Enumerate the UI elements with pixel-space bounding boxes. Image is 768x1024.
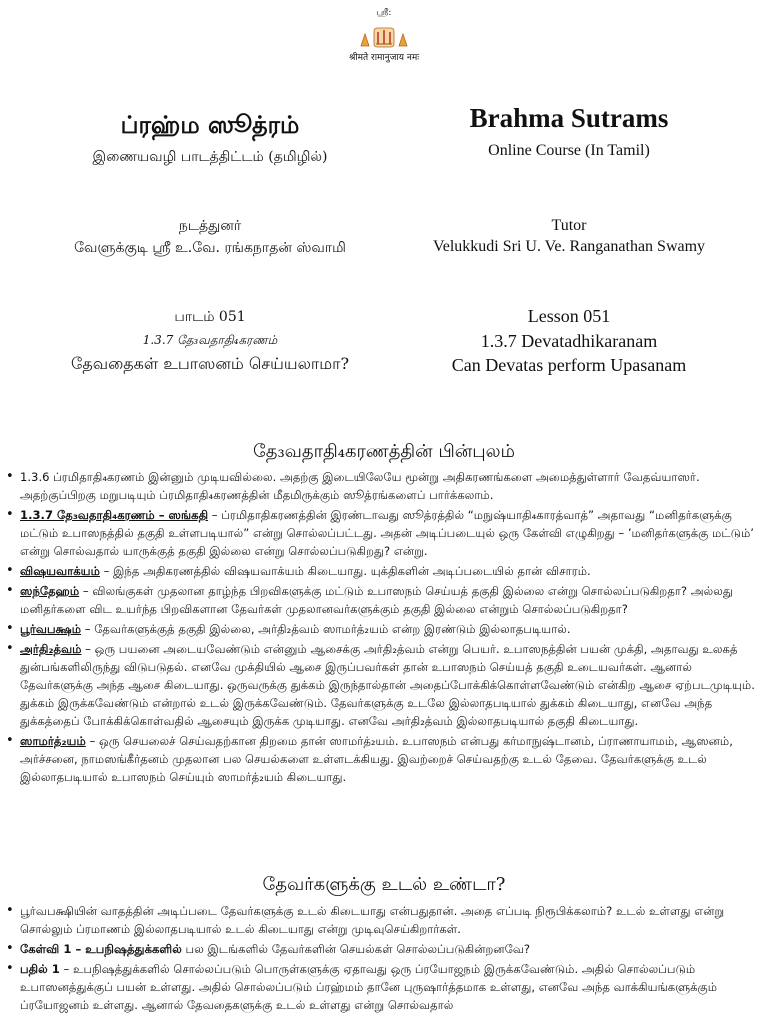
list-item bbox=[6, 902, 758, 938]
header-bottom-text: श्रीमते रामानुजाय नमः bbox=[348, 53, 420, 63]
english-title: Brahma Sutrams bbox=[469, 103, 669, 133]
section1-list bbox=[6, 468, 758, 788]
bullet-icon: • bbox=[6, 621, 14, 636]
item-lead: 1.3.7 தே₃வதாதி₄கரணம் – ஸங்கதி bbox=[20, 508, 209, 522]
lesson-label-english: Lesson 051 bbox=[527, 306, 611, 326]
bullet-icon: • bbox=[6, 733, 14, 748]
tutor-name-tamil: வேளுக்குடி ஸ்ரீ உ.வே. ரங்கநாதன் ஸ்வாமி bbox=[74, 240, 346, 256]
bullet-icon: • bbox=[6, 903, 14, 918]
item-lead: பதில் 1 bbox=[20, 962, 60, 976]
lesson-label-tamil: பாடம் 051 bbox=[174, 309, 246, 325]
item-text: பல இடங்களில் தேவர்களின் செயல்கள் சொல்லப்படுகின்றனவே? bbox=[181, 942, 531, 956]
list-item bbox=[6, 732, 758, 786]
list-item bbox=[6, 960, 758, 1014]
list-item bbox=[6, 468, 758, 504]
item-lead: அர்தி₂த்வம் bbox=[20, 642, 82, 656]
list-item bbox=[6, 640, 758, 730]
item-lead: ஸாமர்த்₂யம் bbox=[20, 734, 86, 748]
bullet-icon: • bbox=[6, 641, 14, 656]
list-item bbox=[6, 620, 758, 638]
tutor-label-tamil: நடத்துனர் bbox=[178, 218, 242, 234]
adhikaranam-tamil: 1.3.7 தே₃வதாதி₄கரணம் bbox=[142, 333, 278, 347]
list-item bbox=[6, 582, 758, 618]
bullet-icon: • bbox=[6, 941, 14, 956]
question-tamil: தேவதைகள் உபாஸனம் செய்யலாமா? bbox=[70, 354, 350, 373]
bullet-icon: • bbox=[6, 507, 14, 522]
list-item bbox=[6, 562, 758, 580]
section2-heading: தேவர்களுக்கு உடல் உண்டா? bbox=[262, 874, 506, 895]
item-text: 1.3.6 ப்ரமிதாதி₄கரணம் இன்னும் முடியவில்லை. அதற்கு இடையிலேயே மூன்று அதிகரணங்களை அமைத்துள்ளார் வேதவ்யாஸர். அதற்குப்பிறகு மறுபடியும் ப்ரமிதாதி₄கரணத்தின் மீதமிருக்கும் ஸூத்ரங்களைப் பார்க்கலாம். bbox=[20, 470, 700, 502]
item-text: – விலங்குகள் முதலான தாழ்ந்த பிறவிகளுக்கு மட்டும் உபாஸநம் செய்யத் தகுதி இல்லை என்று சொல்லப்படுகிறதா? அல்லது மனிதர்களை விட உயர்ந்த பிறவிகளான தேவர்கள் முதலானவர்களுக்கும் தகுதி இல்லை என்றும் சொல்லப்படுகிறதா? bbox=[20, 584, 733, 616]
list-item bbox=[6, 506, 758, 560]
section2-list bbox=[6, 902, 758, 1016]
list-item bbox=[6, 940, 758, 958]
english-subtitle: Online Course (In Tamil) bbox=[488, 142, 650, 159]
item-lead: ஸந்தேஹம் bbox=[20, 584, 80, 598]
tutor-label-english: Tutor bbox=[551, 217, 587, 234]
item-text: பூர்வபக்ஷியின் வாதத்தின் அடிப்படை தேவர்களுக்கு உடல் கிடையாது என்பதுதான். அதை எப்படி நிரூபிக்கலாம்? உடல் உள்ளது என்று சொல்லும் ப்ரமாணம் இல்லாதபடியால் உடல் கிடையாது என்று முடிவுசெய்கிறார்கள். bbox=[20, 904, 725, 936]
section1-heading: தே₃வதாதி₄கரணத்தின் பின்புலம் bbox=[252, 441, 516, 462]
item-lead: கேள்வி 1 – உபநிஷத்துக்களில் bbox=[20, 942, 182, 956]
header-top-text: ஶ்ரீ: bbox=[376, 8, 392, 18]
bullet-icon: • bbox=[6, 583, 14, 598]
item-lead: விஷயவாக்யம் bbox=[20, 564, 100, 578]
tamil-title: ப்ரஹ்ம ஸூத்ரம் bbox=[120, 110, 300, 139]
tamil-subtitle: இணையவழி பாடத்திட்டம் (தமிழில்) bbox=[92, 149, 328, 165]
item-text: – ஒரு செயலைச் செய்வதற்கான திறமை தான் ஸாமர்த்₂யம். உபாஸநம் என்பது கர்மாநுஷ்டானம், ப்ராணாயாமம், ஆஸனம், அர்ச்சனை, நாமஸங்கீர்தனம் முதலான பல செயல்களை உள்ளடக்கியது. இவற்றைச் செய்வதற்கு உடல் தேவை. தேவர்களுக்கு உடல் இல்லாதபடியால் உபாஸநம் செய்யும் ஸாமர்த்₂யம் கிடையாது. bbox=[20, 734, 733, 784]
question-english: Can Devatas perform Upasanam bbox=[451, 355, 687, 375]
item-text: – ப்ரமிதாதிகரணத்தின் இரண்டாவது ஸூத்ரத்தில் “மநுஷ்யாதி₄காரத்வாத்” அதாவது “மனிதர்களுக்கு மட்டும் உபாஸநத்தில் தகுதி உள்ளபடியால்” என்று சொல்லப்பட்டது. அதன் அடிப்படையுல் ஒரு கேள்வி எழுகிறது – ’மனிதர்களுக்கு மட்டும்’ என்று சொல்வதால் யாருக்குத் தகுதி இல்லை என்று சொல்லப்படுகிறது? என்று. bbox=[20, 508, 754, 558]
emblem-logo bbox=[357, 26, 411, 48]
item-text: – ஒரு பயனை அடையவேண்டும் என்னும் ஆசைக்கு அர்தி₂த்வம் என்று பெயர். உபாஸநத்தின் பயன் முக்தி, அதாவது உலகத் துன்பங்களிலிருந்து விடுபடுதல். எனவே முக்தியில் ஆசை இருப்பவர்கள் தான் உபாஸநம் செய்யத் தகுதி உடையவர்கள். ஆனால் தேவர்களுக்கு அந்த ஆசை கிடையாது. ஒருவருக்கு துக்கம் இருந்தால்தான் அதைப்போக்கிக்கொள்ளவேண்டும் என்கிற ஆசை ஏற்படமுடியும். துக்கம் இருக்கவேண்டும் என்றால் உடல் இருக்கவேண்டும். தேவர்களுக்கு உடலே இல்லாதபடியால் துக்கம் கிடையாது, எனவே அந்த துக்கத்தைப் போக்கிக்கொள்வதில் ஆசையும் இருக்க முடியாது. எனவே அர்தி₂த்வம் இல்லாதபடியால் தகுதி கிடையாது. bbox=[20, 642, 755, 728]
adhikaranam-english: 1.3.7 Devatadhikaranam bbox=[480, 331, 658, 351]
item-lead: பூர்வபக்ஷம் bbox=[20, 622, 82, 636]
item-text: – உபநிஷத்துக்களில் சொல்லப்படும் பொருள்களுக்கு ஏதாவது ஒரு ப்ரயோஜநம் இருக்கவேண்டும். அதில் சொல்லப்படும் உபாஸனத்துக்குப் பயன் உள்ளது. அதில் சொல்லப்படும் ப்ரஹ்மம் தானே புருஷார்த்தமாக உள்ளது, எனவே அந்த வாக்கியங்களுக்கும் ப்ரயோஜனம் உள்ளது. ஆனால் தேவதைகளுக்கு உடல் உள்ளது என்று சொல்வதால் bbox=[20, 962, 718, 1012]
bullet-icon: • bbox=[6, 563, 14, 578]
tutor-name-english: Velukkudi Sri U. Ve. Ranganathan Swamy bbox=[432, 238, 706, 255]
item-text: – தேவர்களுக்குத் தகுதி இல்லை, அர்தி₂த்வம் ஸாமர்த்₂யம் என்ற இரண்டும் இல்லாதபடியால். bbox=[81, 622, 571, 636]
bullet-icon: • bbox=[6, 469, 14, 484]
bullet-icon: • bbox=[6, 961, 14, 976]
item-text: – இந்த அதிகரணத்தில் விஷயவாக்யம் கிடையாது. யுக்திகளின் அடிப்படையில் தான் விசாரம். bbox=[99, 564, 591, 578]
